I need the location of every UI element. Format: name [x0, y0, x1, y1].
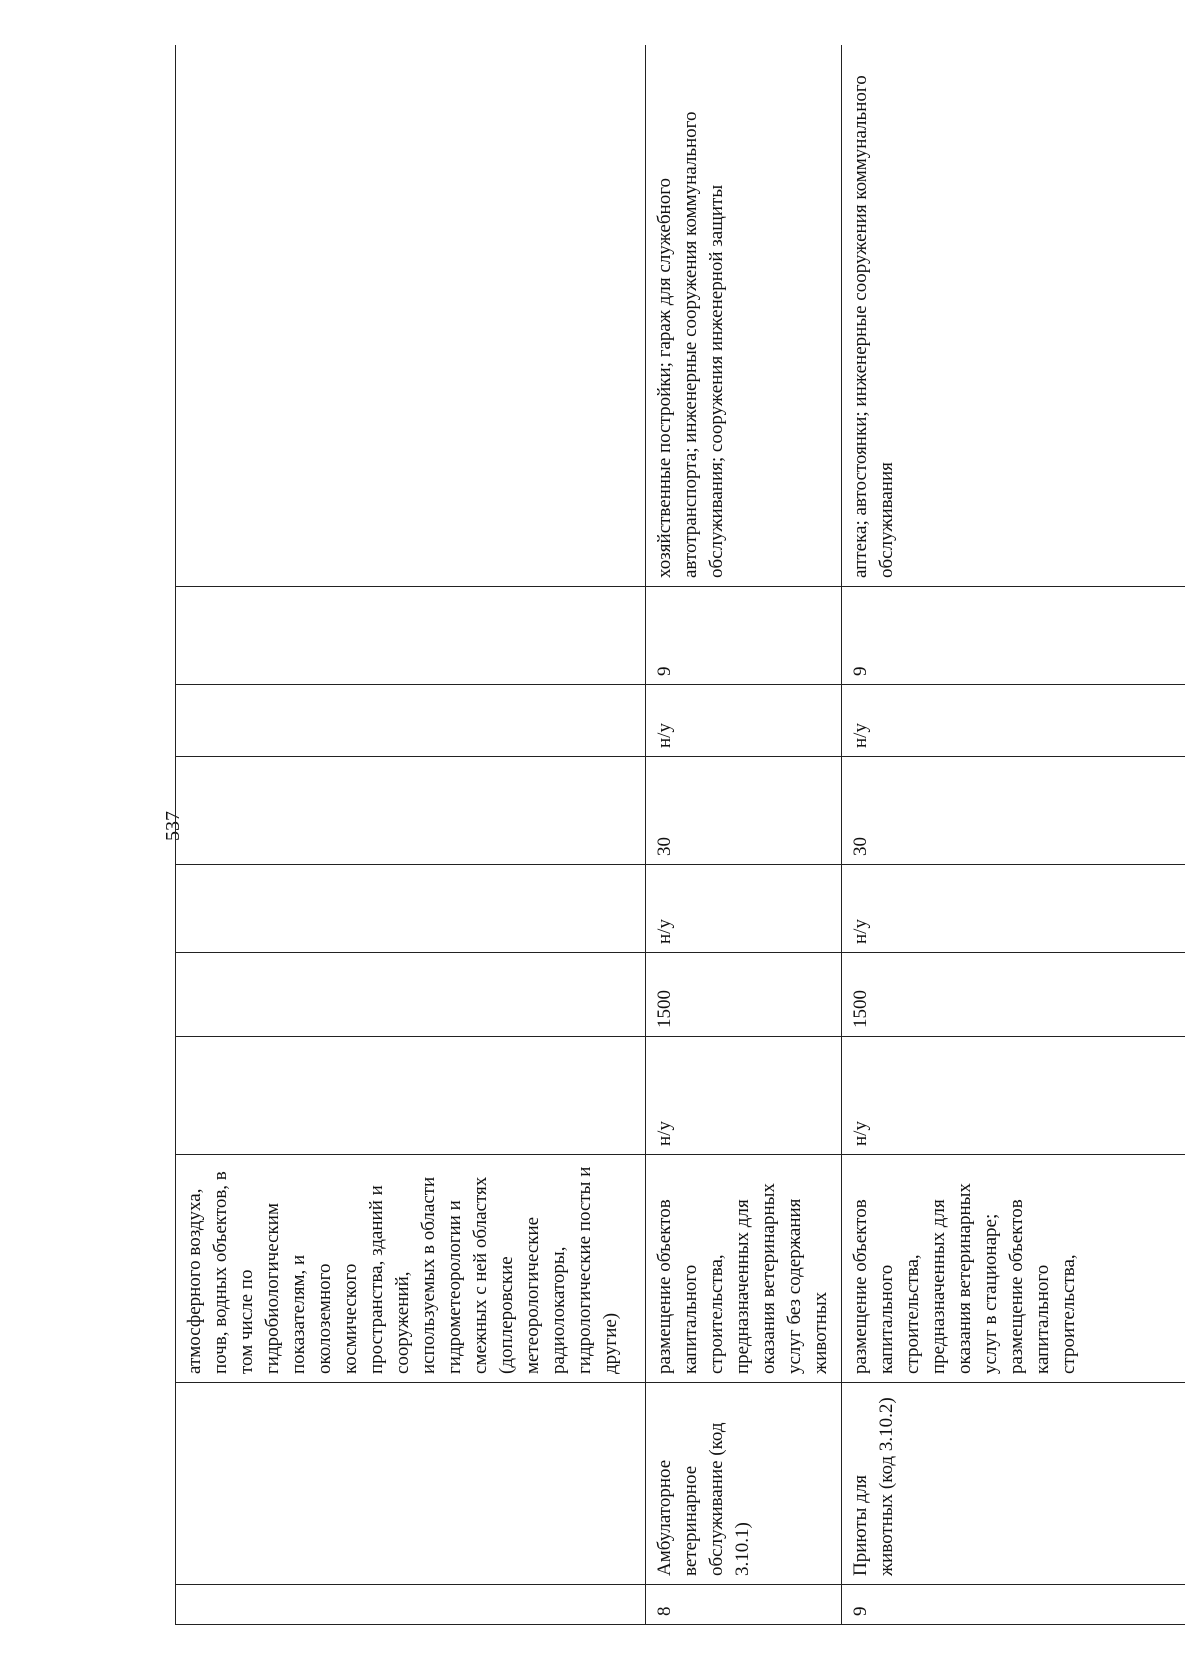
cell-max-floors — [176, 685, 646, 757]
cell-max-floors: н/у — [842, 685, 1186, 757]
table-row-continuation — [176, 45, 646, 1625]
cell-min-setback: н/у — [646, 865, 842, 953]
cell-min-area: н/у — [646, 1037, 842, 1155]
cell-description: размещение объектов капитального строительства, предназначенных для оказания ветеринарных услуг без содержания животных — [646, 1155, 842, 1383]
cell-max-floors: н/у — [646, 685, 842, 757]
cell-max-coverage — [176, 757, 646, 865]
cell-max-height — [176, 587, 646, 685]
cell-max-height: 9 — [646, 587, 842, 685]
cell-max-area: 1500 — [842, 953, 1186, 1037]
cell-min-setback: н/у — [842, 865, 1186, 953]
cell-use-name — [176, 1383, 646, 1585]
page-number: 537 — [162, 811, 184, 841]
cell-description: размещение объектов капитального строительства, предназначенных для оказания ветеринарных услуг в стационаре; размещение объектов капитального строительства, — [842, 1155, 1186, 1383]
table-row — [842, 45, 1186, 1625]
cell-auxiliary-uses: аптека; автостоянки; инженерные сооружения коммунального обслуживания — [842, 45, 1186, 587]
cell-max-coverage: 30 — [842, 757, 1186, 865]
land-use-table — [175, 45, 1185, 1625]
cell-description: атмосферного воздуха, почв, водных объектов, в том числе по гидробиологическим показателям, и околоземного космического пространства, зданий и сооружений, используемых в области гидрометеорологии и смежных с ней областях (доплеровские метеорологические радиолокаторы, гидрологические посты и другие) — [176, 1155, 646, 1383]
cell-number: 9 — [842, 1585, 1186, 1625]
cell-max-area: 1500 — [646, 953, 842, 1037]
cell-auxiliary-uses — [176, 45, 646, 587]
cell-use-name: Приюты для животных (код 3.10.2) — [842, 1383, 1186, 1585]
cell-use-name: Амбулаторное ветеринарное обслуживание (код 3.10.1) — [646, 1383, 842, 1585]
cell-min-setback — [176, 865, 646, 953]
cell-auxiliary-uses: хозяйственные постройки; гараж для служебного автотранспорта; инженерные сооружения коммунального обслуживания; сооружения инженерной защиты — [646, 45, 842, 587]
cell-max-height: 9 — [842, 587, 1186, 685]
cell-number: 8 — [646, 1585, 842, 1625]
table-row — [646, 45, 842, 1625]
table-container — [175, 45, 1185, 1625]
cell-min-area: н/у — [842, 1037, 1186, 1155]
cell-number — [176, 1585, 646, 1625]
cell-max-coverage: 30 — [646, 757, 842, 865]
cell-max-area — [176, 953, 646, 1037]
cell-min-area — [176, 1037, 646, 1155]
